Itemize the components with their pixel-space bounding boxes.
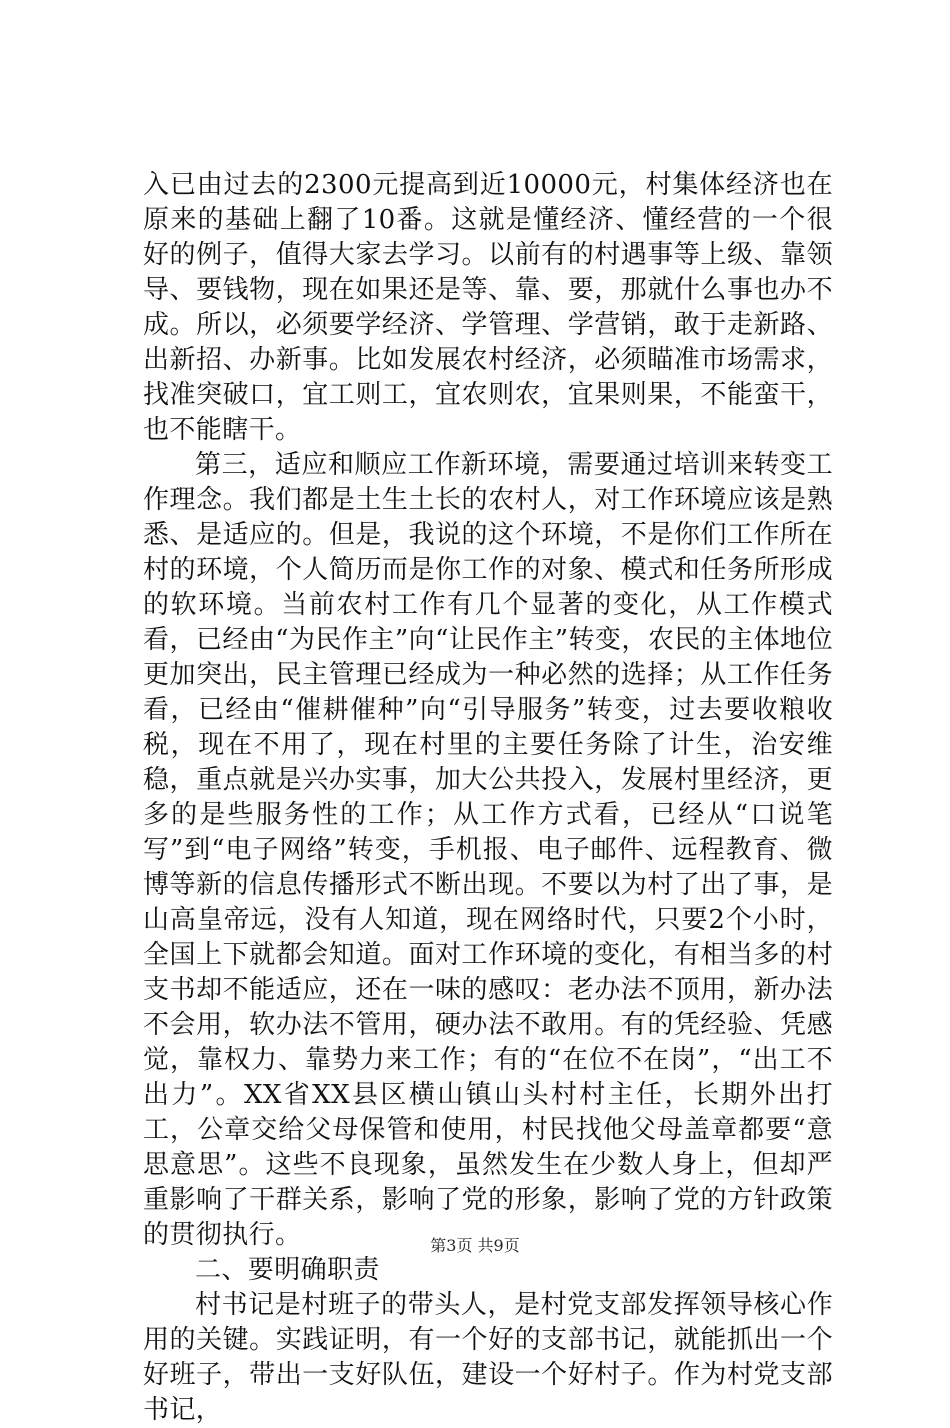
page-footer: 第3页 共9页 xyxy=(430,1236,520,1255)
section-heading: 二、要明确职责 xyxy=(195,1255,380,1285)
paragraph-village-secretary: 村书记是村班子的带头人，是村党支部发挥领导核心作用的关键。实践证明，有一个好的支部书记，就能抓出一个好班子，带出一支好队伍，建设一个好村子。作为村党支部书记， xyxy=(143,1290,833,1425)
paragraph-continuation: 入已由过去的2300元提高到近10000元，村集体经济也在原来的基础上翻了10番。这就是懂经济、懂经营的一个很好的例子，值得大家去学习。以前有的村遇事等上级、靠领导、要钱物，现在如果还是等、靠、要，那就什么事也办不成。所以，必须要学经济、学管理、学营销，敢于走新路、出新招、办新事。比如发展农村经济，必须瞄准市场需求，找准突破口，宜工则工，宜农则农，宜果则果，不能蛮干，也不能瞎干。 xyxy=(143,170,833,445)
paragraph-third-point: 第三，适应和顺应工作新环境，需要通过培训来转变工作理念。我们都是土生土长的农村人，对工作环境应该是熟悉、是适应的。但是，我说的这个环境，不是你们工作所在村的环境，个人简历而是你工作的对象、模式和任务所形成的软环境。当前农村工作有几个显著的变化，从工作模式看，已经由“为民作主”向“让民作主”转变，农民的主体地位更加突出，民主管理已经成为一种必然的选择；从工作任务看，已经由“催耕催种”向“引导服务”转变，过去要收粮收税，现在不用了，现在村里的主要任务除了计生，治安维稳，重点就是兴办实事，加大公共投入，发展村里经济，更多的是些服务性的工作；从工作方式看，已经从“口说笔写”到“电子网络”转变，手机报、电子邮件、远程教育、微博等新的信息传播形式不断出现。不要以为村了出了事，是山高皇帝远，没有人知道，现在网络时代，只要2个小时，全国上下就都会知道。面对工作环境的变化，有相当多的村支书却不能适应，还在一味的感叹：老办法不顶用，新办法不会用，软办法不管用，硬办法不敢用。有的凭经验、凭感觉，靠权力、靠势力来工作；有的“在位不在岗”，“出工不出力”。XX省XX县区横山镇山头村村主任，长期外出打工，公章交给父母保管和使用，村民找他父母盖章都要“意思意思”。这些不良现象，虽然发生在少数人身上，但却严重影响了干群关系，影响了党的形象，影响了党的方针政策的贯彻执行。 xyxy=(143,450,833,1250)
